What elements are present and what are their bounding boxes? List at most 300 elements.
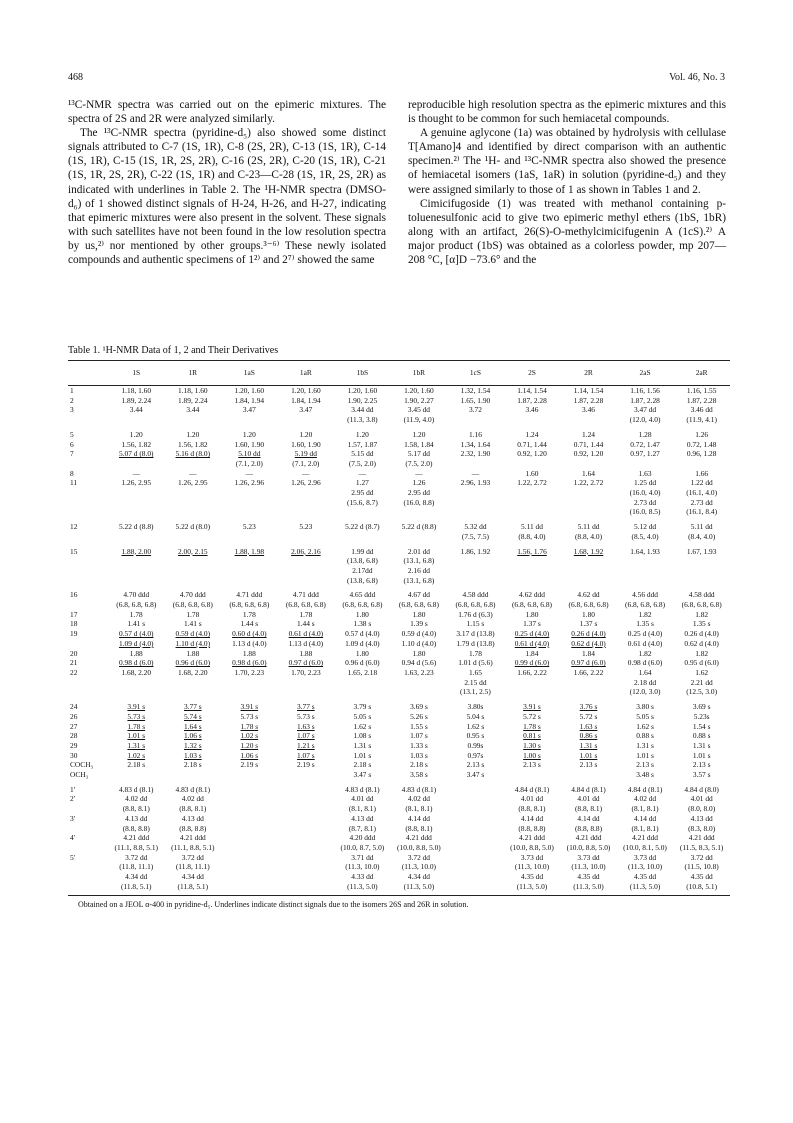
proton-label bbox=[68, 882, 108, 892]
table-cell: 1.87, 2.28 bbox=[630, 395, 660, 405]
table-cell bbox=[447, 498, 504, 508]
table-row bbox=[68, 658, 730, 668]
table-cell: 2.73 dd bbox=[690, 497, 713, 507]
table-cell: 1.90, 2.25 bbox=[347, 395, 378, 405]
table-cell bbox=[447, 853, 504, 863]
table-cell: 0.60 d (4.0) bbox=[232, 629, 267, 639]
table-cell bbox=[221, 872, 278, 882]
table-cell: 5.05 s bbox=[636, 711, 654, 721]
table-cell bbox=[334, 532, 391, 542]
table-cell: (11.1, 8.8, 5.1) bbox=[171, 842, 215, 852]
table-cell: 1.07 s bbox=[297, 731, 315, 741]
table-cell: 3.48 s bbox=[636, 770, 654, 780]
table-row bbox=[68, 668, 730, 678]
table-cell: (8.8, 8.1) bbox=[574, 804, 603, 814]
table-cell: 4.13 dd bbox=[125, 813, 148, 823]
table-row bbox=[68, 386, 730, 396]
table-cell bbox=[108, 507, 165, 517]
table-cell: 4.62 ddd bbox=[519, 590, 545, 600]
table-cell: — bbox=[132, 468, 140, 478]
table-cell: 0.25 d (4.0) bbox=[627, 629, 663, 639]
table-cell: 4.58 ddd bbox=[688, 590, 715, 600]
table-cell: 1.20 bbox=[129, 429, 143, 439]
table-cell: (10.0, 8.8, 5.0) bbox=[510, 842, 554, 852]
table-cell: 4.13 dd bbox=[351, 813, 374, 823]
table-cell bbox=[447, 804, 504, 814]
table-cell: 1.88, 1.98 bbox=[234, 546, 265, 556]
column-header: 1aS bbox=[243, 368, 255, 378]
table-cell: 3.73 dd bbox=[520, 852, 544, 862]
table-cell: 4.35 dd bbox=[690, 872, 713, 882]
table-cell: 2.13 s bbox=[523, 760, 541, 770]
table-cell: 1.41 s bbox=[183, 619, 202, 629]
proton-label: 17 bbox=[70, 609, 78, 619]
table-cell: 1.09 d (4.0) bbox=[345, 638, 380, 648]
table-cell bbox=[108, 556, 165, 566]
table-cell bbox=[221, 566, 278, 576]
table-row bbox=[68, 853, 730, 863]
table-cell: (11.3, 3.8) bbox=[347, 415, 378, 425]
proton-label bbox=[68, 507, 108, 517]
proton-label: 3 bbox=[70, 405, 74, 415]
table-cell: 3.91 s bbox=[240, 702, 259, 712]
table-cell bbox=[278, 872, 335, 882]
table-cell: 3.44 bbox=[186, 405, 200, 415]
table-cell: 3.91 s bbox=[127, 702, 146, 712]
right-column bbox=[408, 98, 726, 267]
table-cell: 3.77 s bbox=[297, 702, 315, 712]
table-cell: 4.21 ddd bbox=[688, 833, 715, 843]
table-cell: 4.71 ddd bbox=[236, 590, 263, 600]
table-cell: 1.01 s bbox=[579, 750, 598, 760]
table-cell: 2.00, 2.15 bbox=[178, 546, 208, 556]
table-cell: 0.96 d (6.0) bbox=[345, 658, 380, 668]
table-cell: 0.71, 1.44 bbox=[573, 439, 604, 449]
table-cell bbox=[560, 415, 617, 425]
proton-label: 2' bbox=[70, 794, 76, 804]
table-cell: 5.11 dd bbox=[521, 522, 543, 532]
table-cell bbox=[560, 459, 617, 469]
table-cell: (16.0, 8.8) bbox=[403, 497, 435, 507]
table-cell bbox=[221, 804, 278, 814]
table-cell: 2.06, 2.16 bbox=[291, 546, 321, 556]
table-cell: (6.8, 6.8, 6.8) bbox=[398, 600, 439, 610]
table-cell: 1.87, 2.28 bbox=[517, 395, 547, 405]
table-cell: 3.79 s bbox=[353, 702, 372, 712]
paragraph: Cimicifugoside (1) was treated with methanol containing p-toluenesulfonic acid to give two epimeric methyl ethers (1bS, 1bR) along with an artifact, 26(S)-O-methylcimicifugenin A (1cS).²⁾ A major product (1bS) was obtained as a colorless powder, mp 207—208 °C, [α]D −73.6° and the bbox=[408, 197, 726, 267]
table-cell: 4.71 ddd bbox=[292, 590, 319, 600]
table-cell: 2.15 dd bbox=[464, 677, 487, 687]
table-cell: 1.21 s bbox=[297, 740, 315, 750]
proton-label: 5 bbox=[70, 429, 74, 439]
table-cell bbox=[221, 882, 278, 892]
table-cell: 5.73 s bbox=[127, 711, 146, 721]
table-cell: 1.62 s bbox=[466, 721, 485, 731]
proton-label bbox=[68, 687, 108, 697]
table-cell: 1.08 s bbox=[353, 731, 372, 741]
table-cell: 1.22 dd bbox=[690, 478, 713, 488]
proton-label: 22 bbox=[70, 667, 78, 677]
table-cell: 4.56 ddd bbox=[632, 590, 658, 600]
table-cell: 1.62 bbox=[695, 667, 709, 677]
table-cell: 0.95 d (6.0) bbox=[684, 658, 719, 668]
table-cell: 2.01 dd bbox=[407, 546, 430, 556]
table-cell: 1.78 bbox=[186, 609, 200, 619]
table-cell: (11.3, 10.0) bbox=[571, 862, 606, 872]
table-cell bbox=[278, 488, 335, 498]
table-cell bbox=[108, 488, 165, 498]
table-cell: 1.31 s bbox=[127, 740, 146, 750]
table-cell: 4.14 dd bbox=[520, 813, 544, 823]
table-cell bbox=[221, 678, 278, 688]
proton-label bbox=[68, 459, 108, 469]
table-cell: 1.18, 1.60 bbox=[178, 386, 208, 395]
proton-label bbox=[68, 415, 108, 425]
table-cell: 0.97, 1.27 bbox=[630, 449, 660, 459]
table-row bbox=[68, 556, 730, 566]
table-cell: 1.56, 1.76 bbox=[517, 546, 547, 556]
column-header: 1aR bbox=[299, 368, 312, 378]
table-cell: 3.72 dd bbox=[181, 852, 204, 862]
table-cell: 1.14, 1.54 bbox=[517, 386, 547, 395]
table-cell: 4.34 dd bbox=[181, 872, 204, 882]
table-cell: (11.3, 10.0) bbox=[627, 862, 663, 872]
table-cell bbox=[221, 785, 278, 795]
table-cell bbox=[278, 507, 335, 517]
table-cell: 1.70, 2.23 bbox=[234, 667, 265, 677]
table-cell: (6.8, 6.8, 6.8) bbox=[625, 600, 666, 610]
table-cell: 1.80 bbox=[412, 609, 426, 619]
table-cell: 3.91 s bbox=[523, 702, 541, 712]
table-row bbox=[68, 449, 730, 459]
table-cell: 0.88 s bbox=[636, 731, 654, 741]
table-cell: 5.15 dd bbox=[351, 449, 374, 459]
table-cell: (8.1, 8.1) bbox=[348, 804, 376, 814]
journal-volume: Vol. 46, No. 3 bbox=[669, 72, 725, 83]
table-cell: 1.01 s bbox=[353, 750, 372, 760]
table-cell bbox=[673, 566, 730, 576]
table-cell: (6.8, 6.8, 6.8) bbox=[511, 600, 552, 610]
table-cell: 5.23 bbox=[242, 522, 256, 532]
table-cell: 4.70 ddd bbox=[123, 590, 150, 600]
table-cell: 3.46 bbox=[525, 405, 539, 415]
proton-label: 18 bbox=[70, 619, 78, 629]
proton-label: 21 bbox=[70, 658, 78, 668]
table-row bbox=[68, 415, 730, 425]
proton-label: 16 bbox=[70, 590, 78, 600]
table-cell: 4.84 d (8.1) bbox=[571, 784, 606, 794]
table-cell: 1.76 d (6.3) bbox=[458, 609, 493, 619]
proton-label bbox=[68, 556, 108, 566]
table-cell: 1.56, 1.82 bbox=[121, 439, 152, 449]
table-cell: 4.21 ddd bbox=[632, 833, 658, 843]
table-cell: 3.47 bbox=[242, 405, 256, 415]
table-cell bbox=[560, 488, 617, 498]
table-cell bbox=[221, 862, 278, 872]
table-cell: 1.78 bbox=[299, 609, 313, 619]
table-cell: (13.1, 6.8) bbox=[403, 575, 435, 585]
table-cell: (7.1, 2.0) bbox=[292, 458, 320, 468]
table-row bbox=[68, 405, 730, 415]
table-row bbox=[68, 566, 730, 576]
table-cell: 4.35 dd bbox=[577, 872, 600, 882]
table-cell: 3.80 s bbox=[636, 702, 654, 712]
table-cell: 5.72 s bbox=[579, 711, 598, 721]
table-cell: 4.83 d (8.1) bbox=[175, 784, 211, 794]
proton-label bbox=[68, 862, 108, 872]
table-cell: 1.66 bbox=[695, 468, 709, 478]
table-cell: 1.26, 2.96 bbox=[291, 478, 321, 488]
table-cell: (13.1, 2.5) bbox=[460, 687, 491, 697]
table-cell bbox=[108, 498, 165, 508]
table-cell: 5.19 dd bbox=[294, 449, 317, 459]
table-cell: (10.0, 8.7, 5.0) bbox=[340, 842, 385, 852]
table-cell: (11.3, 5.0) bbox=[347, 881, 378, 891]
table-cell: 3.44 dd bbox=[351, 405, 374, 415]
table-cell bbox=[278, 785, 335, 795]
table-cell: 5.22 d (8.7) bbox=[345, 522, 380, 532]
table-cell: (8.5, 4.0) bbox=[631, 531, 659, 541]
table-cell bbox=[278, 678, 335, 688]
table-cell bbox=[165, 566, 222, 576]
table-cell: 5.11 dd bbox=[577, 522, 600, 532]
table-cell: 0.88 s bbox=[692, 731, 711, 741]
table-cell bbox=[221, 687, 278, 697]
table-cell: 0.61 d (4.0) bbox=[514, 638, 550, 648]
table-cell: 0.61 d (4.0) bbox=[627, 638, 663, 648]
table-cell: 2.13 s bbox=[636, 760, 654, 770]
table-cell: 1.66, 2.22 bbox=[573, 667, 604, 677]
table-cell: (7.5, 2.0) bbox=[405, 458, 433, 468]
table-row bbox=[68, 731, 730, 741]
table-cell: 1.68, 2.20 bbox=[178, 667, 208, 677]
table-cell: 4.70 ddd bbox=[179, 590, 206, 600]
table-row bbox=[68, 833, 730, 843]
table-cell: 0.99s bbox=[467, 740, 484, 750]
table-cell: 1.84, 1.94 bbox=[291, 395, 321, 405]
table-cell: (13.8, 6.8) bbox=[346, 575, 378, 585]
table-cell bbox=[165, 678, 222, 688]
table-cell bbox=[165, 488, 222, 498]
table-cell: 1.30 s bbox=[523, 740, 541, 750]
table-cell: 1.20, 1.60 bbox=[347, 386, 378, 395]
table-cell: 5.22 d (8.0) bbox=[175, 522, 211, 532]
table-cell: 5.23s bbox=[693, 711, 710, 721]
table-body bbox=[68, 386, 730, 892]
table-cell: 1.80 bbox=[412, 648, 426, 658]
table-cell: 2.18 s bbox=[410, 760, 428, 770]
table-cell: 1.20 bbox=[186, 429, 200, 439]
table-cell bbox=[278, 770, 335, 780]
proton-label: 8 bbox=[70, 468, 74, 478]
table-cell: (11.3, 5.0) bbox=[629, 881, 661, 891]
table-cell: 0.97s bbox=[467, 750, 484, 760]
table-cell: 3.72 dd bbox=[407, 852, 430, 862]
table-cell: 1.80 bbox=[355, 648, 369, 658]
table-cell bbox=[447, 459, 504, 469]
table-cell: 1.62 s bbox=[636, 721, 654, 731]
table-cell bbox=[504, 498, 561, 508]
table-cell: 1.58, 1.84 bbox=[404, 439, 434, 449]
table-row bbox=[68, 814, 730, 824]
table-cell: (8.1, 8.1) bbox=[631, 804, 659, 814]
column-header: 1cS bbox=[469, 368, 481, 378]
table-cell: — bbox=[471, 468, 480, 478]
table-cell bbox=[334, 687, 391, 697]
table-cell: 3.69 s bbox=[410, 702, 428, 712]
table-cell: 2.19 s bbox=[240, 760, 259, 770]
table-cell: 1.44 s bbox=[240, 619, 259, 629]
table-cell: 3.47 dd bbox=[633, 405, 657, 415]
table-cell: 4.62 dd bbox=[577, 590, 600, 600]
table-cell: 1.80 bbox=[355, 609, 369, 619]
table-cell: 4.58 ddd bbox=[462, 590, 489, 600]
table-cell bbox=[278, 566, 335, 576]
table-cell: 0.99 d (6.0) bbox=[514, 658, 550, 668]
table-row bbox=[68, 629, 730, 639]
table-cell: 1.66, 2.22 bbox=[517, 667, 547, 677]
proton-label bbox=[68, 639, 108, 649]
table-cell: 1.25 dd bbox=[633, 478, 657, 488]
table-cell: 1.27 bbox=[355, 478, 369, 488]
proton-label: 5' bbox=[70, 852, 76, 862]
table-cell: 0.72, 1.48 bbox=[686, 439, 717, 449]
table-cell: (11.8, 11.1) bbox=[119, 862, 154, 872]
column-header: 1bR bbox=[412, 368, 426, 378]
proton-label bbox=[68, 804, 108, 814]
table-cell bbox=[221, 488, 278, 498]
table-cell: 1.41 s bbox=[127, 619, 146, 629]
proton-label: 19 bbox=[70, 629, 78, 639]
table-cell: 1.18, 1.60 bbox=[121, 386, 152, 395]
table-row bbox=[68, 459, 730, 469]
table-cell bbox=[560, 687, 617, 697]
table-cell: 1.78 bbox=[129, 609, 143, 619]
table-cell: 1.31 s bbox=[636, 740, 654, 750]
table-cell: 1.34, 1.64 bbox=[460, 439, 491, 449]
table-cell bbox=[165, 507, 222, 517]
table-cell: 5.11 dd bbox=[690, 522, 713, 532]
proton-label: 7 bbox=[70, 449, 74, 459]
proton-label: 3' bbox=[70, 813, 76, 823]
table-cell: 5.17 dd bbox=[407, 449, 430, 459]
table-cell: 0.94 d (5.6) bbox=[401, 658, 437, 668]
table-row bbox=[68, 532, 730, 542]
table-cell bbox=[278, 687, 335, 697]
table-cell: 1.82 bbox=[695, 648, 709, 658]
page-number: 468 bbox=[68, 72, 83, 83]
table-row bbox=[68, 678, 730, 688]
table-cell: (6.8, 6.8, 6.8) bbox=[172, 600, 213, 610]
table-cell: 5.23 bbox=[299, 522, 313, 532]
table-cell: 0.25 d (4.0) bbox=[514, 629, 550, 639]
table-cell: (16.1, 4.0) bbox=[686, 488, 718, 498]
paragraph: A genuine aglycone (1a) was obtained by hydrolysis with cellulase T[Amano]4 and identified by direct comparison with an authentic specimen.²⁾ The ¹H- and ¹³C-NMR spectra also showed the presence of hemiacetal isomers (1aS, 1aR) in solution (pyridine-d₅) and they were assigned similarly to those of 1 as shown in Tables 1 and 2. bbox=[408, 127, 726, 196]
table-row bbox=[68, 722, 730, 732]
table-cell: 0.86 s bbox=[579, 731, 598, 741]
table-cell: (8.7, 8.1) bbox=[348, 823, 376, 833]
table-cell: 1.65, 1.90 bbox=[460, 395, 491, 405]
table-cell: 1.87, 2.28 bbox=[686, 395, 717, 405]
table-cell bbox=[334, 507, 391, 517]
table-cell bbox=[221, 507, 278, 517]
table-cell: (8.8, 8.8) bbox=[179, 823, 207, 833]
table-cell: 1.22, 2.72 bbox=[573, 478, 604, 488]
table-cell bbox=[221, 556, 278, 566]
table-cell: 1.84 bbox=[525, 648, 539, 658]
table-row bbox=[68, 610, 730, 620]
proton-label: 30 bbox=[70, 750, 78, 760]
table-cell: 1.64, 1.93 bbox=[630, 546, 660, 556]
table-cell bbox=[165, 576, 222, 586]
table-row bbox=[68, 469, 730, 479]
table-cell: 1.79 d (13.8) bbox=[456, 638, 495, 648]
table-cell: 2.95 dd bbox=[407, 488, 430, 498]
table-cell: 2.18 s bbox=[127, 760, 146, 770]
table-cell: 5.26 s bbox=[410, 711, 428, 721]
table-cell bbox=[221, 794, 278, 804]
table-cell: (11.3, 5.0) bbox=[516, 881, 548, 891]
table-cell: 4.35 dd bbox=[520, 872, 544, 882]
proton-label: 6 bbox=[70, 439, 74, 449]
table-cell: 0.26 d (4.0) bbox=[684, 629, 719, 639]
table-cell: 3.72 dd bbox=[690, 852, 713, 862]
table-cell: 1.26, 2.95 bbox=[178, 478, 208, 488]
table-cell: 1.86, 1.92 bbox=[460, 546, 491, 556]
table-cell: 2.13 s bbox=[466, 760, 485, 770]
table-cell: (11.3, 10.0) bbox=[345, 862, 380, 872]
table-cell: (8.4, 4.0) bbox=[688, 531, 716, 541]
table-cell: 4.34 dd bbox=[407, 872, 430, 882]
table-cell: 1.20 bbox=[412, 429, 426, 439]
table-cell: 3.44 bbox=[129, 405, 143, 415]
table-cell: 1.31 s bbox=[692, 740, 711, 750]
proton-label: 11 bbox=[70, 478, 78, 488]
table-cell: 1.78 s bbox=[240, 721, 259, 731]
table-cell: 1.07 s bbox=[410, 731, 428, 741]
table-cell bbox=[560, 507, 617, 517]
table-cell: 1.02 s bbox=[127, 750, 146, 760]
table-cell bbox=[108, 566, 165, 576]
table-cell: (8.8, 4.0) bbox=[518, 531, 546, 541]
table-cell: 1.03 s bbox=[183, 750, 202, 760]
table-cell: 1.67, 1.93 bbox=[686, 546, 717, 556]
table-cell: 1.35 s bbox=[636, 619, 654, 629]
table-cell: (8.8, 8.8) bbox=[122, 823, 150, 833]
table-cell: (6.8, 6.8, 6.8) bbox=[455, 600, 496, 610]
table-cell: 1.31 s bbox=[579, 740, 598, 750]
table-cell bbox=[278, 882, 335, 892]
table-cell bbox=[221, 415, 278, 425]
proton-label: 4' bbox=[70, 833, 76, 843]
table-cell: 1.37 s bbox=[523, 619, 541, 629]
table-row bbox=[68, 430, 730, 440]
table-cell: 1.20 s bbox=[240, 740, 259, 750]
paragraph: ¹³C-NMR spectra was carried out on the epimeric mixtures. The spectra of 2S and 2R were analyzed similarly. bbox=[68, 99, 386, 126]
table-cell: 4.65 ddd bbox=[349, 590, 376, 600]
table-cell bbox=[278, 853, 335, 863]
table-cell bbox=[278, 814, 335, 824]
table-cell bbox=[108, 678, 165, 688]
table-cell: — bbox=[245, 468, 254, 478]
table-cell: 4.84 d (8.1) bbox=[627, 784, 663, 794]
table-cell bbox=[108, 415, 165, 425]
table-cell bbox=[447, 415, 504, 425]
table-cell: 1.16, 1.56 bbox=[630, 386, 660, 395]
table-cell: (8.1, 8.1) bbox=[405, 804, 433, 814]
paragraph: The ¹³C-NMR spectra (pyridine-d₅) also showed some distinct signals attributed to C-7 (1S, 1R), C-8 (2S, 2R), C-13 (1S, 1R), C-14 (1S, 1R), C-15 (1S, 1R, 2S, 2R), C-16 (2S, 2R), C-20 (1S, 1R), C-21 (1S, 1R, 2S, 2R), C-22 (1S, 1R) and C-23—C-28 (1S, 1R, 2S, 2R) as indicated with underlines in Table 2. The ¹H-NMR spectra (DMSO-d₆) of 1 showed distinct signals of H-24, H-26, and H-27, indicating that epimeric mixtures were also present in the solvent. These signals with such satellites have not been found in the low resolution spectra by us,²⁾ nor mentioned by other groups.³⁻⁶⁾ These newly isolated compounds and authentic specimens of 1²⁾ and 2⁷⁾ showed the same bbox=[68, 127, 386, 267]
table-cell: 4.34 dd bbox=[125, 872, 148, 882]
